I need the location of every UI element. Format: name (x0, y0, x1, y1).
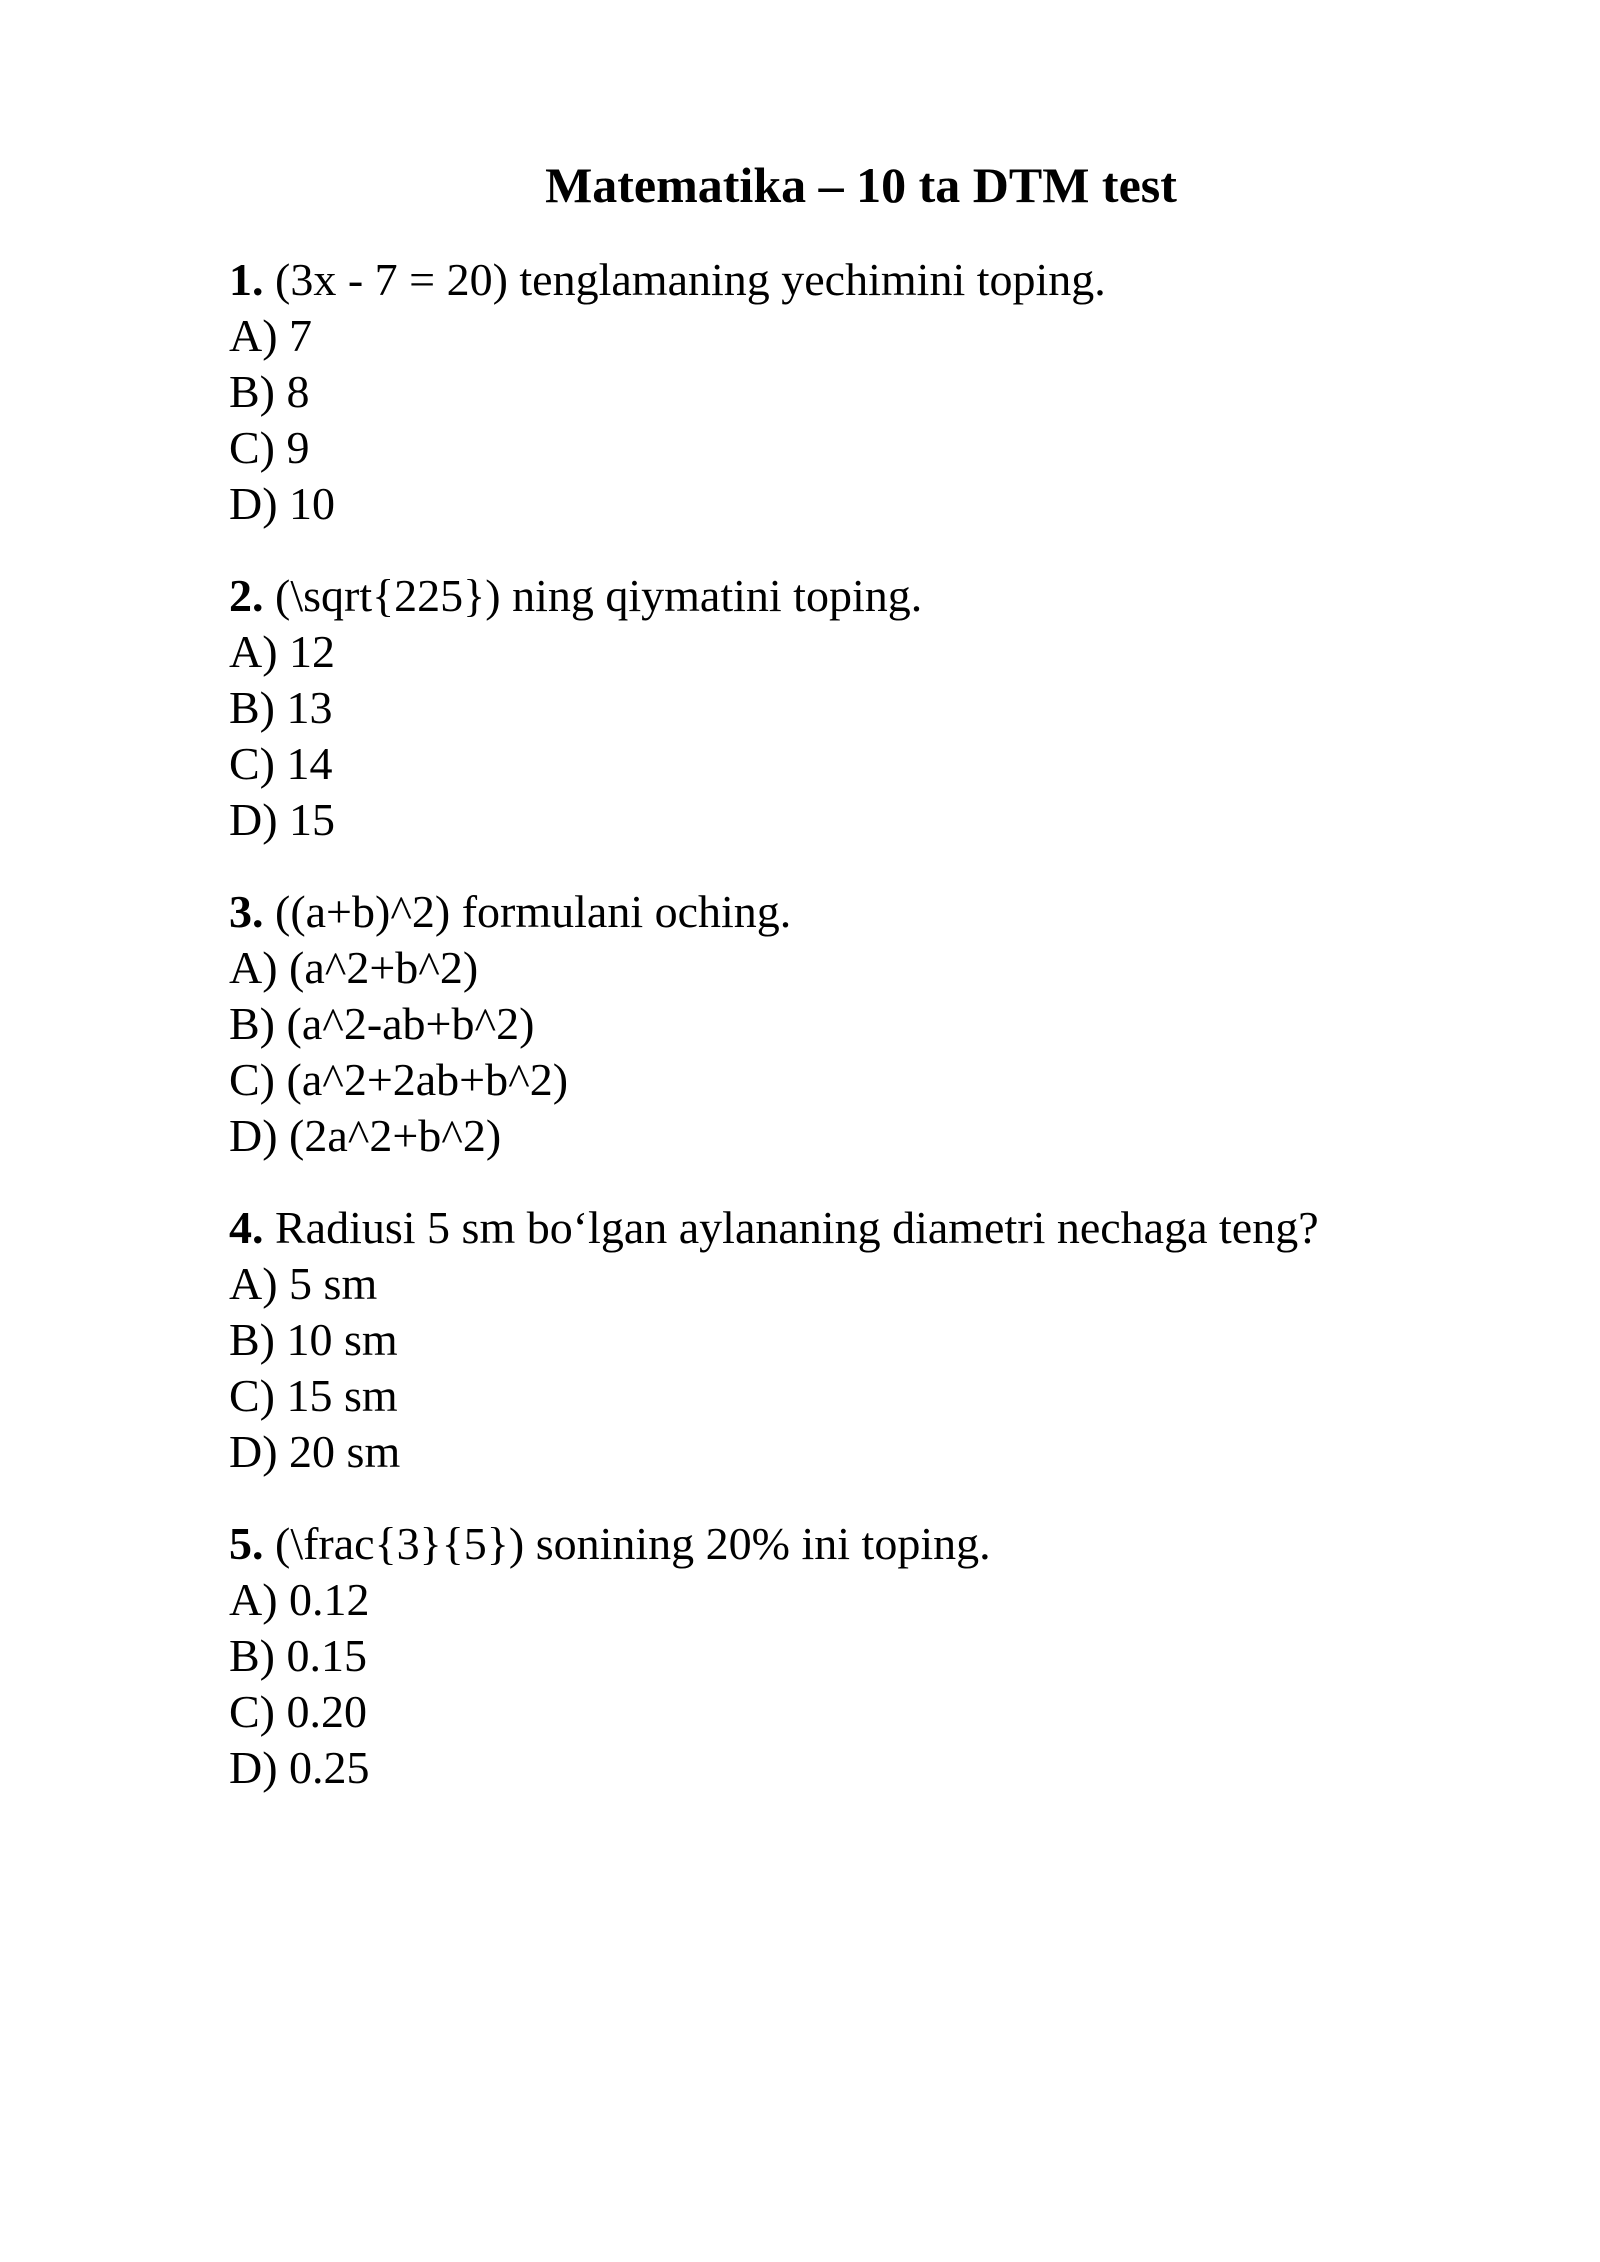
question-4-option-d: D) 20 sm (229, 1426, 401, 1477)
question-3-text: ((a+b)^2) formulani oching. (275, 886, 792, 937)
question-2-number: 2. (229, 570, 264, 621)
question-5-option-b: B) 0.15 (229, 1630, 367, 1681)
question-1-option-a: A) 7 (229, 310, 313, 361)
question-2-line (229, 568, 1429, 624)
question-3-option-b: B) (a^2-ab+b^2) (229, 998, 535, 1049)
question-2-option-b: B) 13 (229, 682, 333, 733)
question-3-option-a: A) (a^2+b^2) (229, 942, 479, 993)
question-1-option-b: B) 8 (229, 366, 310, 417)
question-2-option-d: D) 15 (229, 794, 336, 845)
question-4-text: Radiusi 5 sm bo‘lgan aylananing diametri nechaga teng? (275, 1202, 1319, 1253)
question-5-line (229, 1516, 1429, 1572)
question-3-number: 3. (229, 886, 264, 937)
question-2 (229, 568, 1429, 848)
question-4-option-b: B) 10 sm (229, 1314, 398, 1365)
question-3-line (229, 884, 1429, 940)
question-1-option-d: D) 10 (229, 478, 336, 529)
question-1-text: (3x - 7 = 20) tenglamaning yechimini toping. (275, 254, 1106, 305)
document-title: Matematika – 10 ta DTM test (545, 157, 1177, 213)
question-list (229, 252, 1429, 1832)
question-3 (229, 884, 1429, 1164)
question-3-option-d: D) (2a^2+b^2) (229, 1110, 502, 1161)
question-5 (229, 1516, 1429, 1796)
question-1 (229, 252, 1429, 532)
question-4-option-a: A) 5 sm (229, 1258, 378, 1309)
question-1-option-c: C) 9 (229, 422, 310, 473)
question-4-number: 4. (229, 1202, 264, 1253)
question-5-option-a: A) 0.12 (229, 1574, 370, 1625)
question-5-option-c: C) 0.20 (229, 1686, 367, 1737)
question-1-number: 1. (229, 254, 264, 305)
question-4 (229, 1200, 1429, 1480)
question-4-option-c: C) 15 sm (229, 1370, 398, 1421)
question-3-option-c: C) (a^2+2ab+b^2) (229, 1054, 569, 1105)
question-5-text: (\frac{3}{5}) sonining 20% ini toping. (275, 1518, 991, 1569)
question-2-option-c: C) 14 (229, 738, 333, 789)
question-2-text: (\sqrt{225}) ning qiymatini toping. (275, 570, 923, 621)
question-1-line (229, 252, 1429, 308)
question-5-number: 5. (229, 1518, 264, 1569)
question-5-option-d: D) 0.25 (229, 1742, 370, 1793)
question-2-option-a: A) 12 (229, 626, 336, 677)
question-4-line (229, 1200, 1429, 1256)
